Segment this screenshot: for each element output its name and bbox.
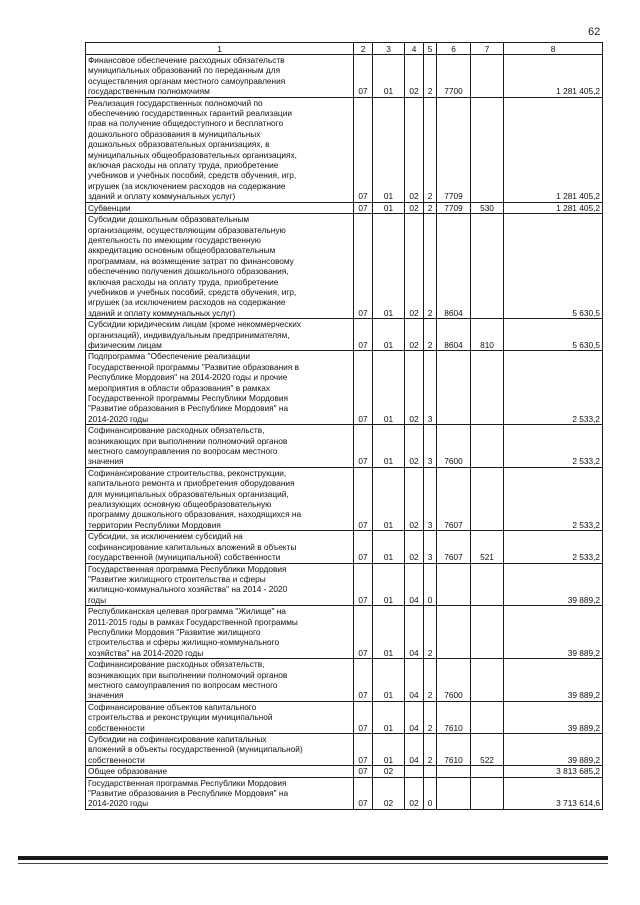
row-code-target <box>437 606 471 659</box>
column-header: 7 <box>471 43 504 55</box>
row-code-subsection: 01 <box>373 606 405 659</box>
row-code-subprogram: 3 <box>424 425 437 468</box>
row-code-program: 02 <box>405 319 424 351</box>
row-code-subprogram: 2 <box>424 659 437 702</box>
row-code-subprogram: 0 <box>424 777 437 809</box>
row-code-section: 07 <box>354 531 373 563</box>
footer-rule <box>18 856 608 860</box>
row-code-program: 04 <box>405 734 424 766</box>
row-name: Субсидии юридическим лицам (кроме некоммерческих организаций), индивидуальным предпринимателям, физическим лицам <box>86 319 354 351</box>
row-amount: 5 630,5 <box>504 214 603 319</box>
row-code-expense-type <box>471 766 504 777</box>
row-code-section: 07 <box>354 777 373 809</box>
row-code-subsection: 01 <box>373 319 405 351</box>
row-amount: 3 813 685,2 <box>504 766 603 777</box>
row-code-subprogram: 3 <box>424 351 437 425</box>
row-code-target <box>437 777 471 809</box>
row-code-program: 02 <box>405 202 424 213</box>
row-code-target: 8604 <box>437 214 471 319</box>
row-amount: 1 281 405,2 <box>504 202 603 213</box>
table-row <box>86 55 603 98</box>
row-name: Общее образование <box>86 766 354 777</box>
row-amount: 2 533,2 <box>504 531 603 563</box>
row-code-section: 07 <box>354 351 373 425</box>
row-code-subsection: 01 <box>373 701 405 733</box>
row-code-target: 7709 <box>437 97 471 202</box>
budget-table <box>85 42 603 810</box>
row-code-section: 07 <box>354 319 373 351</box>
row-code-subprogram: 2 <box>424 319 437 351</box>
row-amount: 1 281 405,2 <box>504 55 603 98</box>
column-header: 5 <box>424 43 437 55</box>
row-code-subprogram: 2 <box>424 55 437 98</box>
row-code-expense-type <box>471 659 504 702</box>
row-code-subsection: 01 <box>373 425 405 468</box>
row-code-subsection: 01 <box>373 202 405 213</box>
row-code-program: 02 <box>405 214 424 319</box>
row-code-subsection: 01 <box>373 351 405 425</box>
table-row <box>86 659 603 702</box>
table-row <box>86 701 603 733</box>
row-name: Государственная программа Республики Мордовия "Развитие жилищного строительства и сферы жилищно-коммунального хозяйства" на 2014 - 2020 годы <box>86 563 354 606</box>
row-amount: 5 630,5 <box>504 319 603 351</box>
row-code-subprogram: 2 <box>424 734 437 766</box>
row-code-section: 07 <box>354 55 373 98</box>
row-code-subprogram: 3 <box>424 467 437 530</box>
row-code-expense-type <box>471 563 504 606</box>
row-code-section: 07 <box>354 606 373 659</box>
row-code-section: 07 <box>354 202 373 213</box>
row-amount: 3 713 614,6 <box>504 777 603 809</box>
table-row <box>86 202 603 213</box>
row-code-program: 02 <box>405 351 424 425</box>
row-code-target: 7607 <box>437 531 471 563</box>
row-code-subsection: 01 <box>373 97 405 202</box>
row-amount: 2 533,2 <box>504 467 603 530</box>
row-code-program: 04 <box>405 701 424 733</box>
row-code-program: 04 <box>405 606 424 659</box>
table-row <box>86 606 603 659</box>
column-header: 8 <box>504 43 603 55</box>
row-code-target: 7709 <box>437 202 471 213</box>
row-code-target: 7700 <box>437 55 471 98</box>
row-code-section: 07 <box>354 97 373 202</box>
column-header: 4 <box>405 43 424 55</box>
row-code-program <box>405 766 424 777</box>
row-code-program: 02 <box>405 55 424 98</box>
row-name: Государственная программа Республики Мордовия "Развитие образования в Республике Мордовия" на 2014-2020 годы <box>86 777 354 809</box>
row-name: Софинансирование расходных обязательств, возникающих при выполнении полномочий органов местного самоуправления по вопросам местного значения <box>86 659 354 702</box>
row-code-section: 07 <box>354 425 373 468</box>
row-code-subsection: 01 <box>373 467 405 530</box>
page-number: 62 <box>588 26 601 38</box>
table-header-row <box>86 43 603 55</box>
row-code-subprogram: 2 <box>424 202 437 213</box>
row-code-expense-type <box>471 351 504 425</box>
row-code-expense-type <box>471 701 504 733</box>
row-name: Софинансирование строительства, реконструкции, капитального ремонта и приобретения оборудования для муниципальных образовательных организаций, реализующих основную общеобразовательную программу дошкольного образования, находящихся на территории Республики Мордовия <box>86 467 354 530</box>
row-code-subprogram: 3 <box>424 531 437 563</box>
row-code-target <box>437 351 471 425</box>
table-row <box>86 734 603 766</box>
row-amount: 39 889,2 <box>504 563 603 606</box>
row-code-section: 07 <box>354 214 373 319</box>
row-name: Софинансирование объектов капитального строительства и реконструкции муниципальной собственности <box>86 701 354 733</box>
row-code-subprogram: 2 <box>424 214 437 319</box>
row-name: Субсидии дошкольным образовательным организациям, осуществляющим образовательную деятельность по имеющим государственную аккредитацию основным общеобразовательным программам, на возмещение затрат по финансовому обеспечению получения дошкольного образования, включая расходы на оплату труда, приобретение учебников и учебных пособий, средств обучения, игр, игрушек (за исключением расходов на содержание зданий и оплату коммунальных услуг) <box>86 214 354 319</box>
row-code-section: 07 <box>354 659 373 702</box>
row-name: Финансовое обеспечение расходных обязательств муниципальных образований по переданным для осуществления органам местного самоуправления государственным полномочиям <box>86 55 354 98</box>
row-code-subprogram: 2 <box>424 606 437 659</box>
row-amount: 1 281 405,2 <box>504 97 603 202</box>
row-code-section: 07 <box>354 766 373 777</box>
row-code-program: 04 <box>405 659 424 702</box>
row-amount: 39 889,2 <box>504 701 603 733</box>
table-row <box>86 777 603 809</box>
row-code-target: 7607 <box>437 467 471 530</box>
table-row <box>86 467 603 530</box>
row-name: Реализация государственных полномочий по обеспечению государственных гарантий реализации прав на получение общедоступного и бесплатного дошкольного образования в муниципальных дошкольных образовательных организациях, в муниципальных общеобразовательных организациях, включая расходы на оплату труда, приобретение учебников и учебных пособий, средств обучения, игр, игрушек (за исключением расходов на содержание зданий и оплату коммунальных услуг) <box>86 97 354 202</box>
row-code-expense-type <box>471 97 504 202</box>
row-code-subsection: 02 <box>373 766 405 777</box>
table-row <box>86 425 603 468</box>
row-code-expense-type <box>471 214 504 319</box>
table-row <box>86 531 603 563</box>
row-code-target <box>437 766 471 777</box>
row-code-expense-type <box>471 425 504 468</box>
row-code-expense-type: 810 <box>471 319 504 351</box>
row-amount: 2 533,2 <box>504 425 603 468</box>
row-code-program: 02 <box>405 531 424 563</box>
row-code-program: 02 <box>405 97 424 202</box>
row-code-target: 7610 <box>437 734 471 766</box>
row-amount: 39 889,2 <box>504 659 603 702</box>
row-code-target <box>437 563 471 606</box>
table-row <box>86 351 603 425</box>
row-code-target: 8604 <box>437 319 471 351</box>
row-code-expense-type: 530 <box>471 202 504 213</box>
row-code-subsection: 01 <box>373 734 405 766</box>
table-row <box>86 214 603 319</box>
row-code-expense-type <box>471 606 504 659</box>
row-code-expense-type <box>471 777 504 809</box>
column-header: 3 <box>373 43 405 55</box>
row-code-section: 07 <box>354 467 373 530</box>
row-code-subsection: 01 <box>373 563 405 606</box>
row-code-expense-type <box>471 55 504 98</box>
row-code-subprogram: 2 <box>424 701 437 733</box>
table-row <box>86 319 603 351</box>
table-row <box>86 766 603 777</box>
column-header: 1 <box>86 43 354 55</box>
row-name: Подпрограмма "Обеспечение реализации Государственной программы "Развитие образования в Республике Мордовия" на 2014-2020 годы и прочие мероприятия в области образования" в рамках Государственной программы Республики Мордовия "Развитие образования в Республике Мордовия" на 2014-2020 годы <box>86 351 354 425</box>
column-header: 6 <box>437 43 471 55</box>
row-code-expense-type: 521 <box>471 531 504 563</box>
row-code-program: 02 <box>405 467 424 530</box>
row-code-program: 04 <box>405 563 424 606</box>
row-code-subsection: 02 <box>373 777 405 809</box>
row-code-section: 07 <box>354 563 373 606</box>
row-name: Республиканская целевая программа "Жилище" на 2011-2015 годы в рамках Государственной программы Республики Мордовия "Развитие жилищного строительства и сферы жилищно-коммунального хозяйства" на 2014-2020 годы <box>86 606 354 659</box>
row-code-subprogram: 2 <box>424 97 437 202</box>
row-code-subsection: 01 <box>373 55 405 98</box>
row-code-subprogram: 0 <box>424 563 437 606</box>
row-name: Софинансирование расходных обязательств, возникающих при выполнении полномочий органов местного самоуправления по вопросам местного значения <box>86 425 354 468</box>
row-name: Субсидии, за исключением субсидий на софинансирование капитальных вложений в объекты государственной (муниципальной) собственности <box>86 531 354 563</box>
row-code-program: 02 <box>405 425 424 468</box>
row-code-target: 7600 <box>437 659 471 702</box>
row-code-expense-type <box>471 467 504 530</box>
row-code-expense-type: 522 <box>471 734 504 766</box>
row-code-subsection: 01 <box>373 531 405 563</box>
row-amount: 39 889,2 <box>504 734 603 766</box>
row-name: Субсидии на софинансирование капитальных вложений в объекты государственной (муниципальной) собственности <box>86 734 354 766</box>
table-row <box>86 563 603 606</box>
footer-rule-thin <box>18 863 608 864</box>
column-header: 2 <box>354 43 373 55</box>
row-name: Субвенции <box>86 202 354 213</box>
row-amount: 39 889,2 <box>504 606 603 659</box>
row-code-program: 02 <box>405 777 424 809</box>
row-code-section: 07 <box>354 734 373 766</box>
row-code-target: 7610 <box>437 701 471 733</box>
table-row <box>86 97 603 202</box>
row-amount: 2 533,2 <box>504 351 603 425</box>
row-code-target: 7600 <box>437 425 471 468</box>
row-code-section: 07 <box>354 701 373 733</box>
row-code-subsection: 01 <box>373 659 405 702</box>
table-body <box>86 55 603 810</box>
row-code-subsection: 01 <box>373 214 405 319</box>
row-code-subprogram <box>424 766 437 777</box>
